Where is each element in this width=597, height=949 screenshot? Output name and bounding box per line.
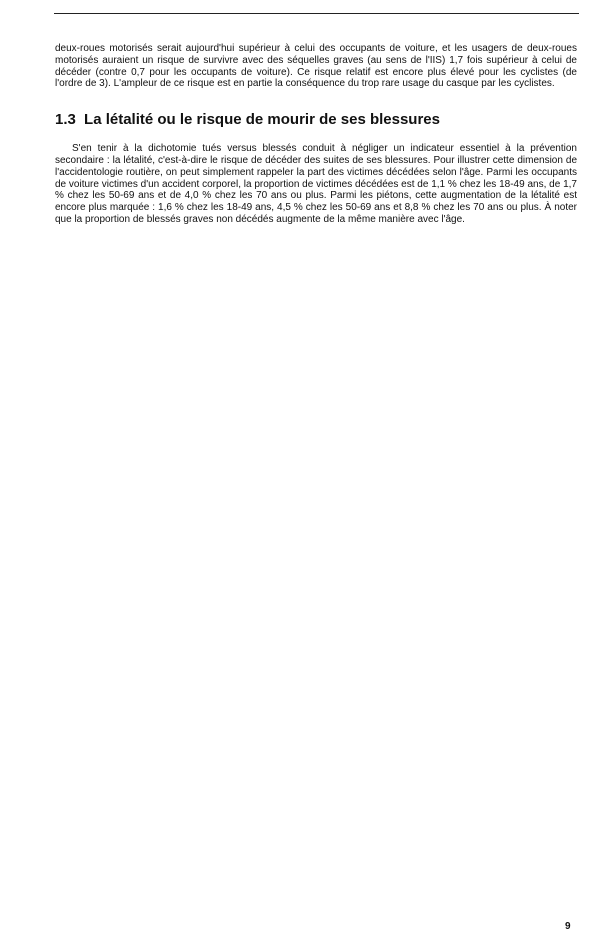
body-paragraph-1: deux-roues motorisés serait aujourd'hui supérieur à celui des occupants de voiture, et les usagers de deux-roues motorisés auraient un risque de survivre avec des séquelles graves (au sens de l'IIS) 1,7 fois supérieur à celui de décéder (contre 0,7 pour les occupants de voiture). Ce risque relatif est encore plus élevé pour les cyclistes (de l'ordre de 3). L'ampleur de ce risque est en partie la conséquence du trop rare usage du casque par les cyclistes.	[55, 43, 577, 90]
section-title: La létalité ou le risque de mourir de ses blessures	[84, 111, 440, 129]
page-number: 9	[565, 921, 571, 932]
section-heading	[55, 111, 577, 129]
header-rule	[54, 13, 579, 14]
section-number: 1.3	[55, 111, 76, 129]
page-body	[55, 43, 577, 226]
body-paragraph-2: S'en tenir à la dichotomie tués versus blessés conduit à négliger un indicateur essentiel à la prévention secondaire : la létalité, c'est-à-dire le risque de décéder des suites de ses blessures. Pour illustrer cette dimension de l'accidentologie routière, on peut simplement rappeler la part des victimes décédées selon l'âge. Parmi les occupants de voiture victimes d'un accident corporel, la proportion de victimes décédées est de 1,1 % chez les 18-49 ans, de 1,7 % chez les 50-69 ans et de 4,0 % chez les 70 ans ou plus. Parmi les piétons, cette augmentation de la létalité est encore plus marquée : 1,6 % chez les 18-49 ans, 4,5 % chez les 50-69 ans et 8,8 % chez les 70 ans ou plus. À noter que la proportion de blessés graves non décédés augmente de la même manière avec l'âge.	[55, 143, 577, 225]
